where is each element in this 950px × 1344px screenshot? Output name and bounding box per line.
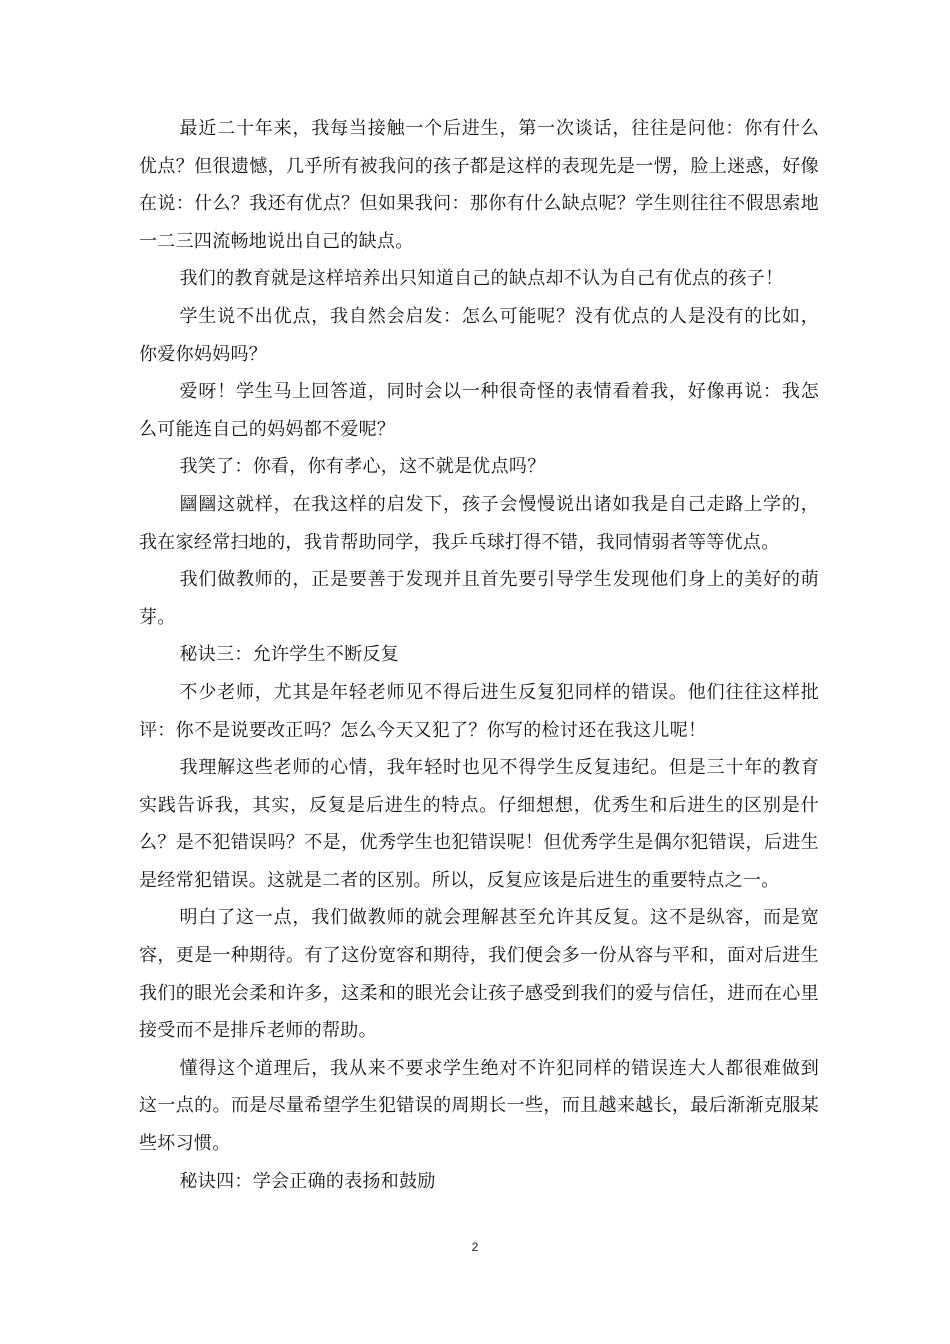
paragraph: 明白了这一点，我们做教师的就会理解甚至允许其反复。这不是纵容，而是宽容，更是一种期待。有了这份宽容和期待，我们便会多一份从容与平和，面对后进生我们的眼光会柔和许多，这柔和的眼光会让孩子感受到我们的爱与信任，进而在心里接受而不是排斥老师的帮助。: [139, 907, 819, 1042]
document-body: [139, 110, 819, 1200]
paragraph: 我理解这些老师的心情，我年轻时也见不得学生反复违纪。但是三十年的教育实践告诉我，其实，反复是后进生的特点。仔细想想，优秀生和后进生的区别是什么？是不犯错误吗？不是，优秀学生也犯错误呢！但优秀学生是偶尔犯错误，后进生是经常犯错误。这就是二者的区别。所以，反复应该是后进生的重要特点之一。: [139, 757, 819, 891]
paragraph: 懂得这个道理后，我从来不要求学生绝对不许犯同样的错误连大人都很难做到这一点的。而是尽量希望学生犯错误的周期长一些，而且越来越长，最后渐渐克服某些坏习惯。: [139, 1057, 819, 1155]
paragraph: 我们的教育就是这样培养出只知道自己的缺点却不认为自己有优点的孩子！: [179, 268, 784, 290]
paragraph: 圝圝这就样，在我这样的启发下，孩子会慢慢说出诸如我是自己走路上学的，我在家经常扫地的，我肯帮助同学，我乒乓球打得不错，我同情弱者等等优点。: [139, 493, 819, 553]
section-heading: 秘诀四：学会正确的表扬和鼓励: [179, 1170, 436, 1192]
paragraph: 我笑了：你看，你有孝心，这不就是优点吗？: [179, 456, 546, 478]
paragraph: 我们做教师的，正是要善于发现并且首先要引导学生发现他们身上的美好的萌芽。: [139, 569, 819, 628]
paragraph: 学生说不出优点，我自然会启发：怎么可能呢？没有优点的人是没有的比如，你爱你妈妈吗？: [139, 305, 819, 365]
paragraph: 最近二十年来，我每当接触一个后进生，第一次谈话，往往是问他：你有什么优点？但很遗憾，几乎所有被我问的孩子都是这样的表现先是一愣，脸上迷惑，好像在说：什么？我还有优点？但如果我问：那你有什么缺点呢？学生则往往不假思索地一二三四流畅地说出自己的缺点。: [139, 118, 819, 252]
section-heading: 秘诀三：允许学生不断反复: [179, 644, 400, 666]
paragraph: 爱呀！学生马上回答道，同时会以一种很奇怪的表情看着我，好像再说：我怎么可能连自己的妈妈都不爱呢？: [139, 381, 819, 440]
page-number: 2: [471, 1240, 479, 1254]
paragraph: 不少老师，尤其是年轻老师见不得后进生反复犯同样的错误。他们往往这样批评：你不是说要改正吗？怎么今天又犯了？你写的检讨还在我这儿呢！: [139, 681, 819, 741]
